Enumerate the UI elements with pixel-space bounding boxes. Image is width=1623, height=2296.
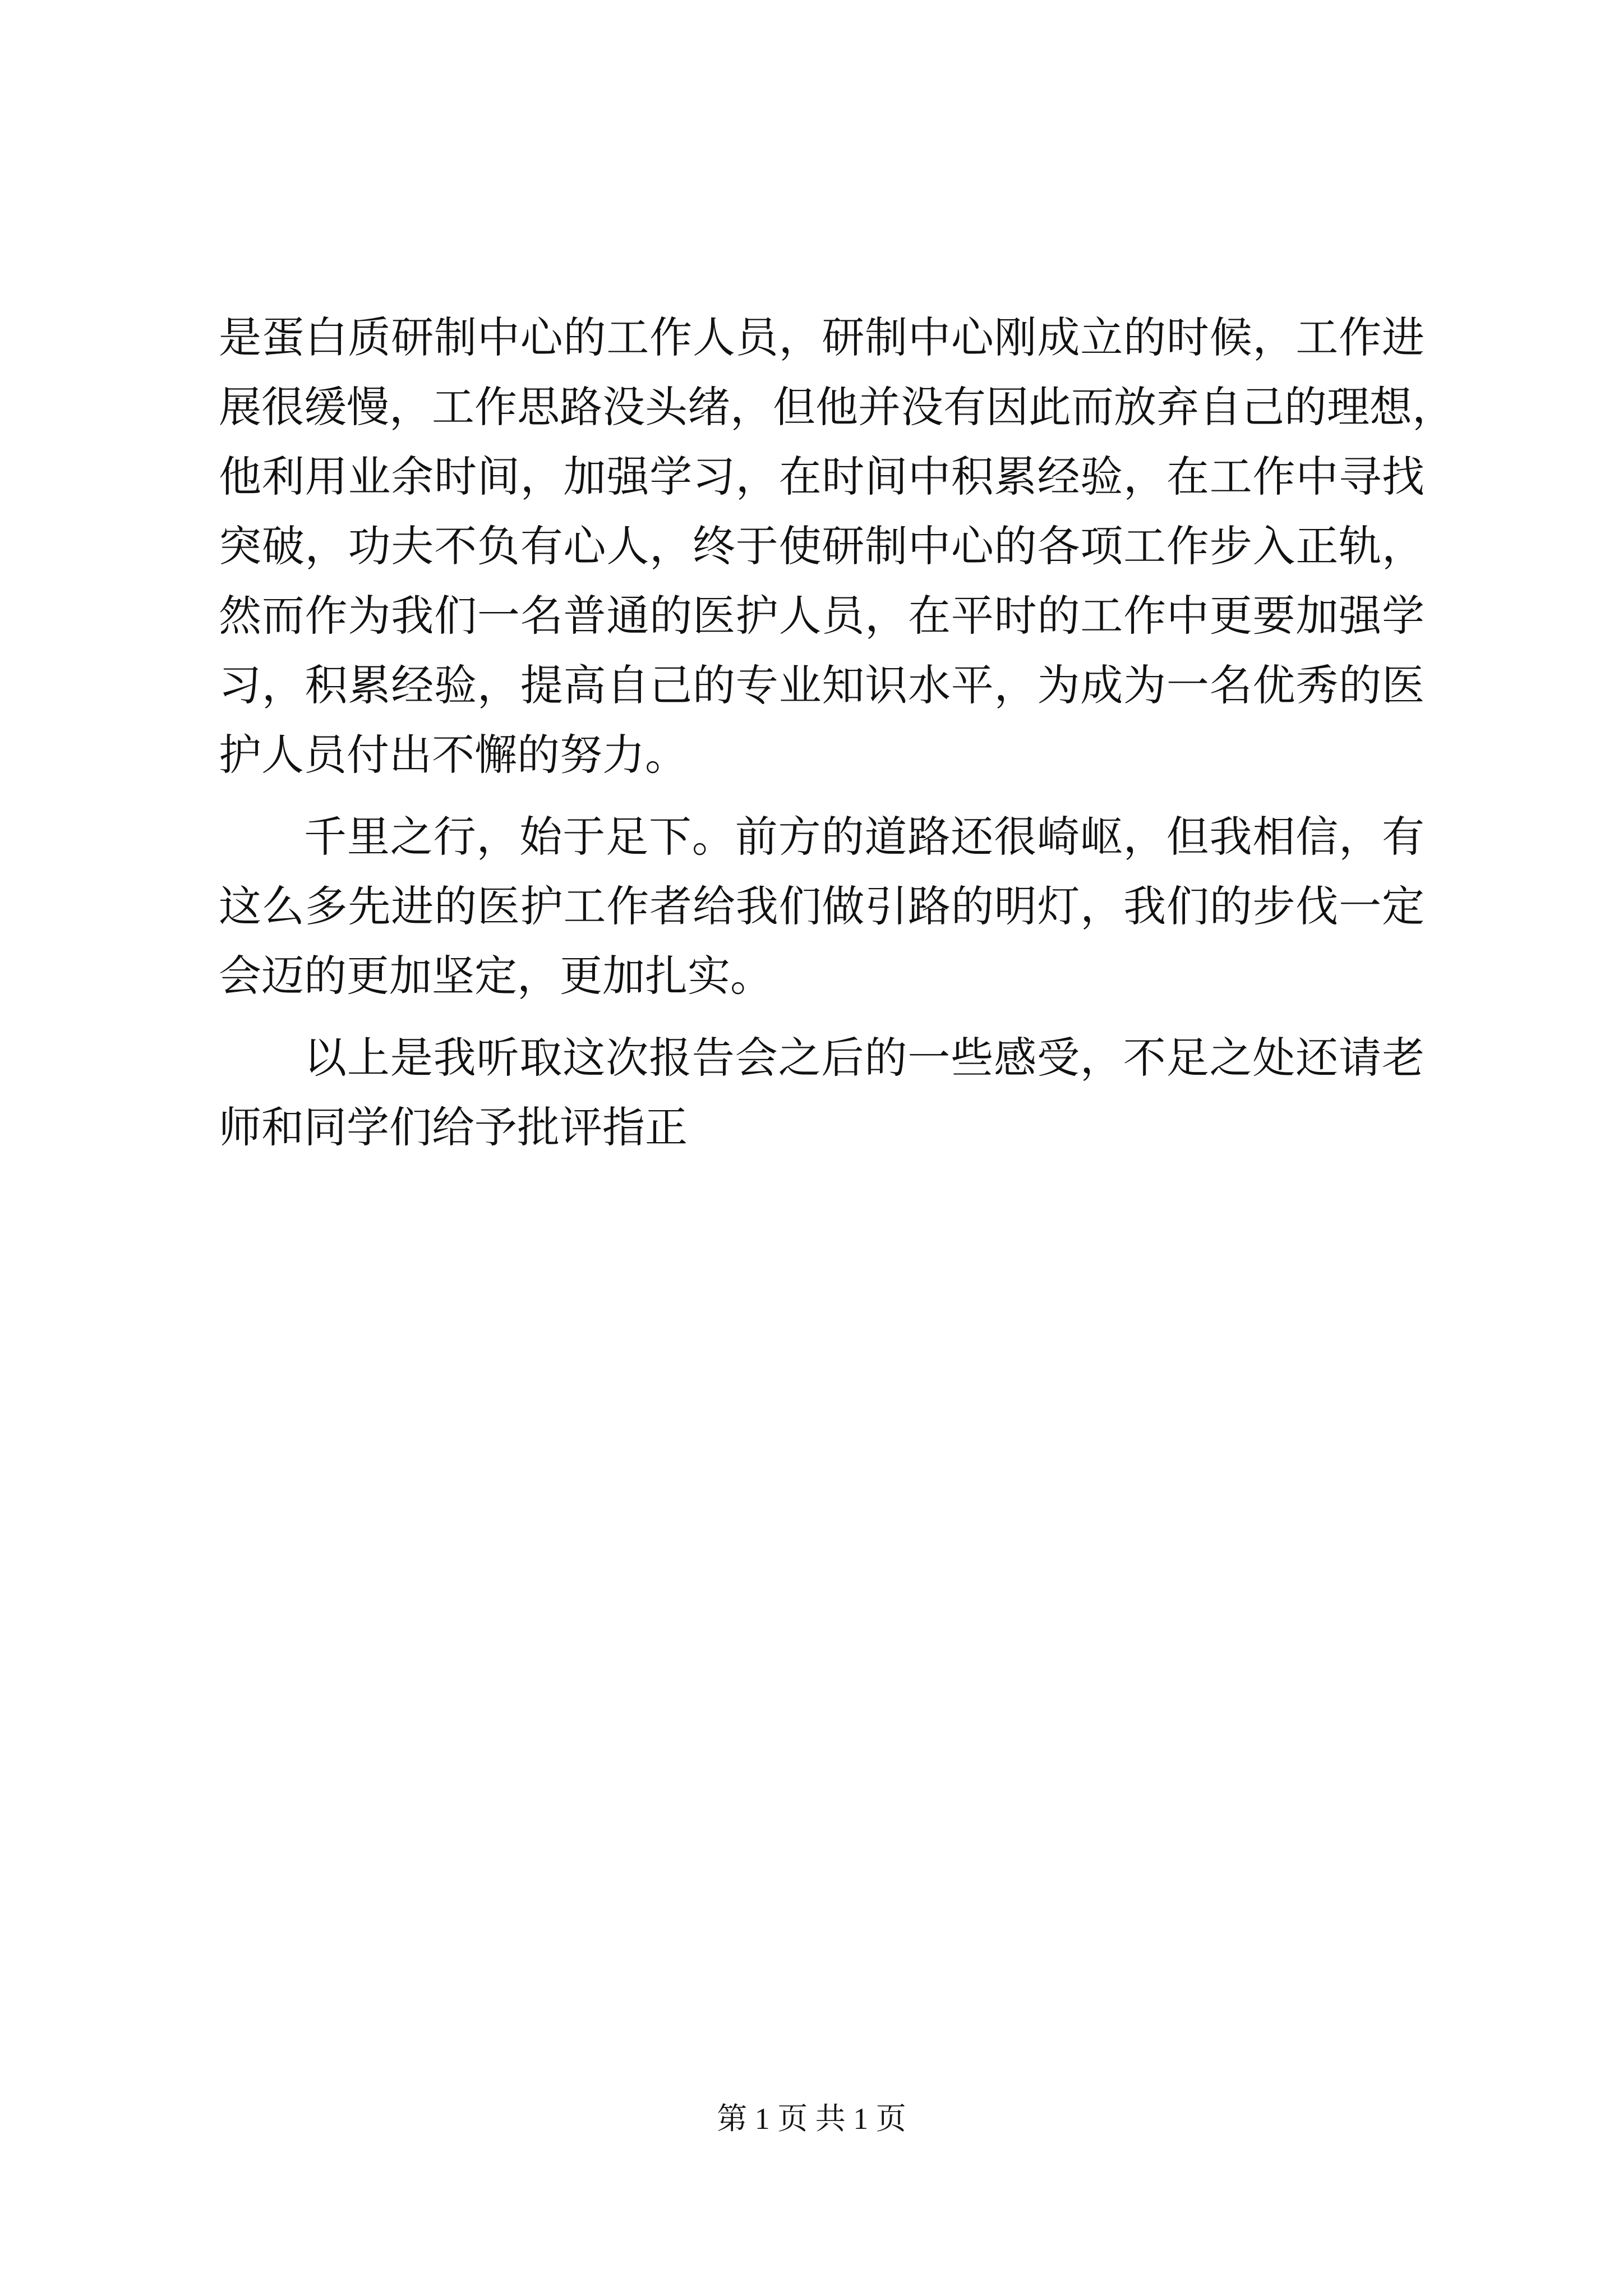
paragraph-2 bbox=[219, 802, 1424, 1011]
text-line: 这么多先进的医护工作者给我们做引路的明灯，我们的步伐一定 bbox=[219, 881, 1424, 931]
text-line: 展很缓慢，工作思路没头绪，但他并没有因此而放弃自己的理想， bbox=[219, 382, 1455, 432]
text-line: 习，积累经验，提高自己的专业知识水平，为成为一名优秀的医 bbox=[219, 660, 1424, 710]
page-footer: 第 1 页 共 1 页 bbox=[717, 2102, 906, 2136]
text-line: 护人员付出不懈的努力。 bbox=[219, 730, 688, 780]
text-line: 以上是我听取这次报告会之后的一些感受，不足之处还请老 bbox=[304, 1033, 1424, 1083]
text-line: 会迈的更加坚定，更加扎实。 bbox=[219, 951, 773, 1001]
text-line: 师和同学们给予批评指正 bbox=[219, 1102, 688, 1152]
paragraph-spacing bbox=[219, 790, 1424, 802]
text-line: 然而作为我们一名普通的医护人员，在平时的工作中更要加强学 bbox=[219, 591, 1424, 641]
text-line: 他利用业余时间，加强学习，在时间中积累经验，在工作中寻找 bbox=[219, 452, 1424, 501]
text-line: 是蛋白质研制中心的工作人员，研制中心刚成立的时候，工作进 bbox=[219, 312, 1424, 362]
document-body bbox=[219, 303, 1455, 1162]
paragraph-3 bbox=[219, 1023, 1424, 1162]
paragraph-spacing bbox=[219, 1011, 1424, 1023]
text-line: 突破，功夫不负有心人，终于使研制中心的各项工作步入正轨， bbox=[219, 521, 1424, 571]
paragraph-1 bbox=[219, 303, 1455, 790]
text-line: 千里之行，始于足下。前方的道路还很崎岖，但我相信，有 bbox=[304, 812, 1424, 862]
